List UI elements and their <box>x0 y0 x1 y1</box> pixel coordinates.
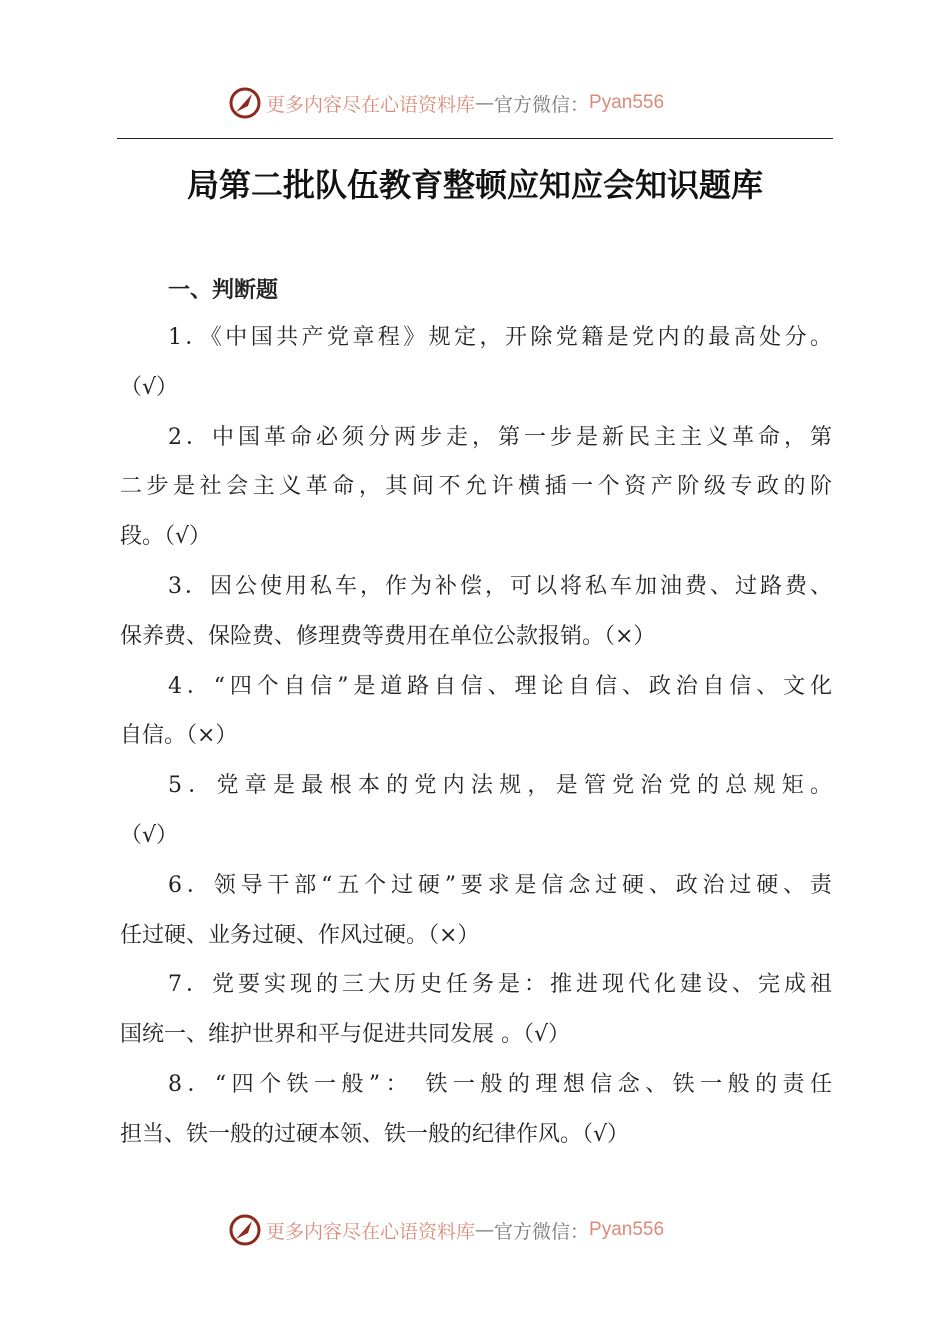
text-line: 8．“四个铁一般”： 铁一般的理想信念、铁一般的责任 <box>168 1072 832 1097</box>
watermark-label: 官方微信： <box>494 1220 590 1243</box>
quill-logo-icon <box>228 86 262 120</box>
quill-logo-icon <box>228 1213 262 1247</box>
watermark-sep: — <box>475 1219 495 1241</box>
text-line: 保养费、保险费、修理费等费用在单位公款报销。（×） <box>120 623 656 649</box>
text-line: 7．党要实现的三大历史任务是：推进现代化建设、完成祖 <box>168 972 832 998</box>
watermark-account: Pyan556 <box>589 92 665 113</box>
text-line: 2．中国革命必须分两步走，第一步是新民主主义革命，第 <box>168 424 832 450</box>
watermark-site: 更多内容尽在心语资料库 <box>266 93 476 116</box>
header-watermark <box>228 83 664 123</box>
watermark-label: 官方微信： <box>494 93 590 116</box>
text-line: 国统一、维护世界和平与促进共同发展 。（√） <box>120 1022 571 1048</box>
watermark-sep: — <box>475 92 495 114</box>
watermark-account: Pyan556 <box>589 1219 665 1240</box>
text-line: 3．因公使用私车，作为补偿，可以将私车加油费、过路费、 <box>168 574 832 599</box>
text-line: 5．党章是最根本的党内法规，是管党治党的总规矩。 <box>168 773 832 799</box>
text-line: （√） <box>120 823 179 848</box>
footer-watermark <box>228 1210 664 1250</box>
text-line: 担当、铁一般的过硬本领、铁一般的纪律作风。（√） <box>120 1121 630 1147</box>
section-heading: 一、判断题 <box>168 278 279 303</box>
text-line: 自信。（×） <box>120 723 238 749</box>
text-line: （√） <box>120 374 179 400</box>
text-line: 二步是社会主义革命，其间不允许横插一个资产阶级专政的阶 <box>120 474 832 500</box>
text-line: 任过硬、业务过硬、作风过硬。（×） <box>120 922 480 948</box>
header-rule <box>117 138 833 139</box>
text-line: 4．“四个自信”是道路自信、理论自信、政治自信、文化 <box>168 673 832 699</box>
text-line: 6．领导干部“五个过硬”要求是信念过硬、政治过硬、责 <box>168 872 832 898</box>
watermark-site: 更多内容尽在心语资料库 <box>266 1220 476 1243</box>
text-line: 段。（√） <box>120 524 212 550</box>
text-line: 1．《中国共产党章程》规定，开除党籍是党内的最高处分。 <box>168 325 832 350</box>
page-title: 局第二批队伍教育整顿应知应会知识题库 <box>186 166 763 204</box>
